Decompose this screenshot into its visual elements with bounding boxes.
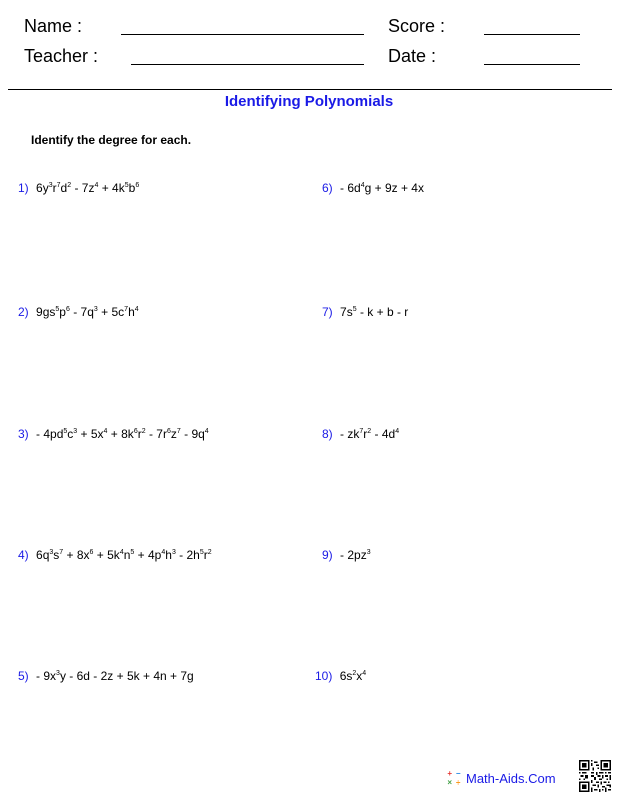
exponent: 3 bbox=[73, 428, 78, 435]
instructions: Identify the degree for each. bbox=[31, 133, 192, 147]
problem-8 bbox=[322, 427, 399, 441]
exponent: 5 bbox=[55, 306, 60, 313]
problem-expression: $6y^3r^7d^2 - 7z^4 + 4k^5b^6$ bbox=[36, 181, 140, 195]
problem-expression: - $4pd^5c^3 + 5x^4 + 8k^6r^2 - 7r^6z^7 - 9q^4$ bbox=[36, 427, 209, 441]
problem-7 bbox=[322, 305, 408, 319]
date-field[interactable] bbox=[484, 64, 580, 65]
problem-number: 9) bbox=[322, 548, 333, 562]
exponent: 2 bbox=[141, 428, 146, 435]
problem-number: 7) bbox=[322, 305, 333, 319]
exponent: 3 bbox=[171, 549, 176, 556]
exponent: 6 bbox=[166, 428, 171, 435]
exponent: 3 bbox=[48, 182, 53, 189]
name-label: Name : bbox=[24, 16, 83, 36]
problem-number: 4) bbox=[18, 548, 29, 562]
exponent: 2 bbox=[367, 428, 372, 435]
score-label: Score : bbox=[388, 16, 446, 36]
exponent: 7 bbox=[124, 306, 129, 313]
exponent: 2 bbox=[352, 670, 357, 677]
exponent: 4 bbox=[94, 182, 99, 189]
exponent: 3 bbox=[49, 549, 54, 556]
problem-number: 2) bbox=[18, 305, 29, 319]
minus-glyph: − bbox=[455, 769, 461, 778]
problem-3 bbox=[18, 427, 209, 441]
exponent: 2 bbox=[67, 182, 72, 189]
site-footer bbox=[446, 770, 556, 786]
exponent: 3 bbox=[56, 670, 60, 677]
exponent: 4 bbox=[134, 306, 139, 313]
exponent: 2 bbox=[207, 549, 212, 556]
exponent: 6 bbox=[89, 549, 94, 556]
exponent: 4 bbox=[161, 549, 166, 556]
problem-expression: $9gs^5p^6 - 7q^3 + 5c^7h^4$ bbox=[36, 305, 139, 319]
exponent: 6 bbox=[133, 428, 138, 435]
times-glyph: × bbox=[447, 778, 453, 787]
header-divider bbox=[8, 89, 612, 90]
problem-expression: $7s^5 - k + b - r$ bbox=[340, 305, 409, 319]
problem-5 bbox=[18, 669, 194, 683]
plus-glyph: + bbox=[447, 769, 453, 778]
divide-glyph: ÷ bbox=[456, 778, 461, 787]
exponent: 4 bbox=[362, 670, 367, 677]
worksheet-title: Identifying Polynomials bbox=[224, 93, 394, 110]
problem-expression: - $2pz^3$ bbox=[340, 548, 371, 562]
exponent: 7 bbox=[56, 182, 61, 189]
problem-number: 10) bbox=[315, 669, 333, 683]
exponent: 4 bbox=[119, 549, 124, 556]
problem-expression: - $9x^3y - 6d - 2z + 5k + 4n + 7g$ bbox=[36, 669, 194, 683]
exponent: 6 bbox=[135, 182, 140, 189]
problem-6 bbox=[322, 181, 424, 195]
exponent: 4 bbox=[395, 428, 400, 435]
exponent: 3 bbox=[366, 549, 371, 556]
problem-number: 6) bbox=[322, 181, 333, 195]
name-field[interactable] bbox=[121, 34, 364, 35]
problem-expression: $6s^2x^4$ bbox=[339, 669, 367, 683]
problem-4 bbox=[18, 548, 212, 562]
problem-number: 8) bbox=[322, 427, 333, 441]
math-aids-logo-icon bbox=[446, 770, 462, 786]
problem-1 bbox=[18, 181, 139, 195]
problem-number: 3) bbox=[18, 427, 29, 441]
exponent: 7 bbox=[359, 428, 364, 435]
problem-expression: $6q^3s^7 + 8x^6 + 5k^4n^5 + 4p^4h^3 - 2h^5r^2$ bbox=[36, 548, 212, 562]
exponent: 5 bbox=[124, 182, 129, 189]
exponent: 6 bbox=[65, 306, 70, 313]
exponent: 4 bbox=[204, 428, 209, 435]
exponent: 7 bbox=[176, 428, 181, 435]
exponent: 5 bbox=[199, 549, 204, 556]
problem-number: 1) bbox=[18, 181, 29, 195]
exponent: 5 bbox=[130, 549, 135, 556]
date-label: Date : bbox=[388, 46, 437, 66]
teacher-label: Teacher : bbox=[24, 46, 99, 66]
exponent: 4 bbox=[360, 182, 365, 189]
exponent: 7 bbox=[59, 549, 64, 556]
exponent: 5 bbox=[352, 306, 357, 313]
qr-code-icon bbox=[579, 760, 611, 792]
teacher-field[interactable] bbox=[131, 64, 364, 65]
exponent: 5 bbox=[63, 428, 68, 435]
score-field[interactable] bbox=[484, 34, 580, 35]
exponent: 3 bbox=[93, 306, 98, 313]
problem-expression: - $zk^7r^2 - 4d^4$ bbox=[340, 427, 400, 441]
problem-10 bbox=[315, 669, 366, 683]
problem-2 bbox=[18, 305, 139, 319]
problem-number: 5) bbox=[18, 669, 29, 683]
problem-expression: - $6d^4g + 9z + 4x$ bbox=[340, 181, 424, 195]
site-link[interactable]: Math-Aids.Com bbox=[466, 770, 556, 786]
problem-9 bbox=[322, 548, 371, 562]
exponent: 4 bbox=[103, 428, 108, 435]
